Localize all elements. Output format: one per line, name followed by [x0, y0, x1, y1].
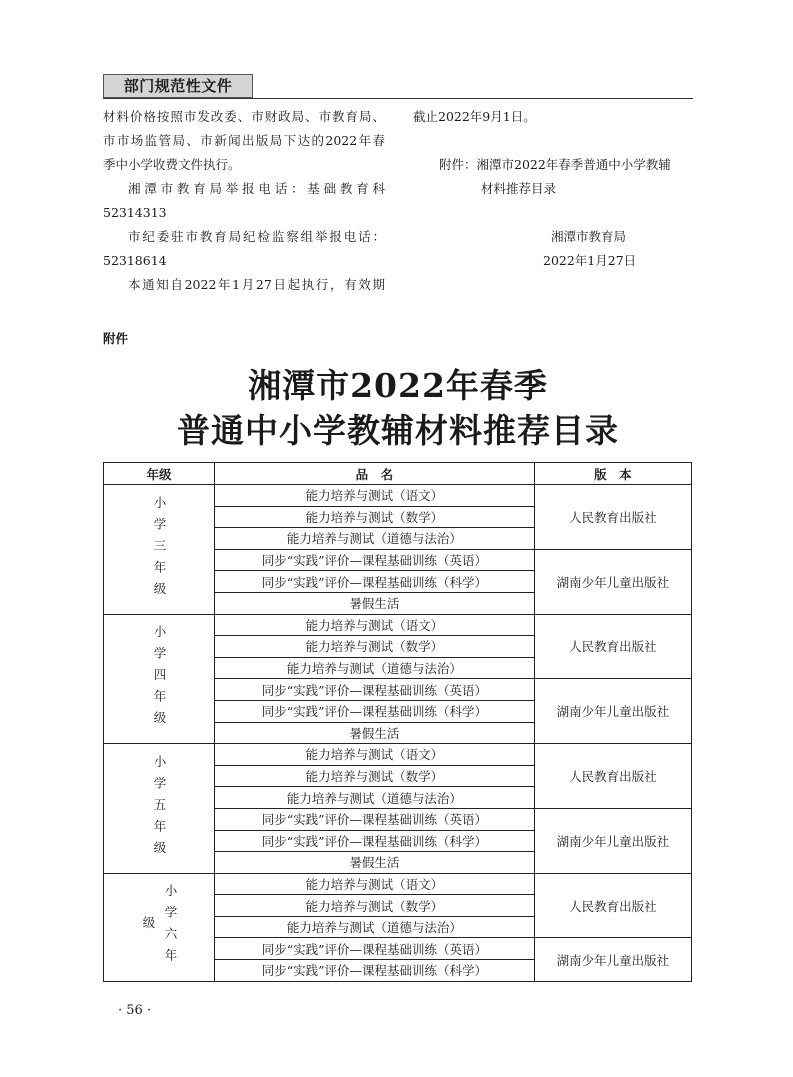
- para1-line2: 市市场监管局、市新闻出版局下达的2022年春: [103, 133, 385, 148]
- signing-date: 2022年1月27日: [543, 253, 637, 268]
- para1-line3: 季中小学收费文件执行。: [103, 157, 241, 172]
- item-cell: 同步“实践”评价—课程基础训练（英语）: [215, 549, 535, 571]
- table-row: [104, 485, 692, 507]
- item-cell: 能力培养与测试（数学）: [215, 506, 535, 528]
- header-item: 品 名: [215, 463, 535, 485]
- item-cell: 能力培养与测试（语文）: [215, 485, 535, 507]
- publisher-cell: 湖南少年儿童出版社: [534, 938, 691, 981]
- publisher-cell: 人民教育出版社: [534, 873, 691, 938]
- table-row: [104, 744, 692, 766]
- item-cell: 同步“实践”评价—课程基础训练（英语）: [215, 938, 535, 960]
- item-cell: 同步“实践”评价—课程基础训练（科学）: [215, 960, 535, 982]
- para4-line1: 本通知自2022年1月27日起执行，有效期: [128, 277, 385, 292]
- item-cell: 同步“实践”评价—课程基础训练（科学）: [215, 571, 535, 593]
- para3-line2: 52318614: [103, 253, 167, 268]
- table-header-row: [104, 463, 692, 485]
- title-line2: 普通中小学教辅材料推荐目录: [177, 411, 619, 450]
- item-cell: 能力培养与测试（道德与法治）: [215, 528, 535, 550]
- left-column: [103, 105, 385, 297]
- section-tag: 部门规范性文件: [103, 74, 253, 98]
- item-cell: 能力培养与测试（道德与法治）: [215, 657, 535, 679]
- header-grade: 年级: [104, 463, 215, 485]
- right-column: [413, 105, 693, 273]
- item-cell: 暑假生活: [215, 592, 535, 614]
- item-cell: 能力培养与测试（道德与法治）: [215, 916, 535, 938]
- item-cell: 能力培养与测试（语文）: [215, 873, 535, 895]
- catalog-body: [104, 485, 692, 982]
- page-number: · 56 ·: [118, 1003, 152, 1018]
- publisher-cell: 湖南少年儿童出版社: [534, 808, 691, 873]
- item-cell: 同步“实践”评价—课程基础训练（英语）: [215, 808, 535, 830]
- item-cell: 能力培养与测试（数学）: [215, 636, 535, 658]
- title-line1: 湘潭市2022年春季: [248, 366, 548, 405]
- publisher-cell: 人民教育出版社: [534, 485, 691, 550]
- item-cell: 能力培养与测试（道德与法治）: [215, 787, 535, 809]
- catalog-table: [103, 462, 692, 982]
- publisher-cell: 人民教育出版社: [534, 744, 691, 809]
- publisher-cell: 人民教育出版社: [534, 614, 691, 679]
- item-cell: 暑假生活: [215, 722, 535, 744]
- para3-line1: 市纪委驻市教育局纪检监察组举报电话：: [128, 229, 385, 244]
- para2-line1: 湘潭市教育局举报电话：基础教育科: [128, 181, 385, 196]
- validity-end: 截止2022年9月1日。: [413, 109, 536, 124]
- item-cell: 同步“实践”评价—课程基础训练（英语）: [215, 679, 535, 701]
- table-row: [104, 873, 692, 895]
- item-cell: 同步“实践”评价—课程基础训练（科学）: [215, 830, 535, 852]
- item-cell: 能力培养与测试（语文）: [215, 614, 535, 636]
- para1-line1: 材料价格按照市发改委、市财政局、市教育局、: [103, 109, 385, 124]
- grade-cell: 小学四年级: [104, 614, 215, 744]
- header-publisher: 版 本: [534, 463, 691, 485]
- grade-cell: 小学三年级: [104, 485, 215, 615]
- grade-cell: 小学六年级: [104, 873, 215, 981]
- attachment-label: 附件: [103, 331, 129, 346]
- table-row: [104, 614, 692, 636]
- item-cell: 暑假生活: [215, 852, 535, 874]
- item-cell: 能力培养与测试（数学）: [215, 895, 535, 917]
- item-cell: 能力培养与测试（语文）: [215, 744, 535, 766]
- attachment-note-line2: 材料推荐目录: [481, 181, 557, 196]
- grade-cell: 小学五年级: [104, 744, 215, 874]
- header-rule: [103, 98, 693, 99]
- para2-line2: 52314313: [103, 205, 167, 220]
- signer: 湘潭市教育局: [551, 229, 627, 244]
- publisher-cell: 湖南少年儿童出版社: [534, 679, 691, 744]
- item-cell: 能力培养与测试（数学）: [215, 765, 535, 787]
- attachment-note-line1: 附件：湘潭市2022年春季普通中小学教辅: [439, 157, 671, 172]
- item-cell: 同步“实践”评价—课程基础训练（科学）: [215, 700, 535, 722]
- publisher-cell: 湖南少年儿童出版社: [534, 549, 691, 614]
